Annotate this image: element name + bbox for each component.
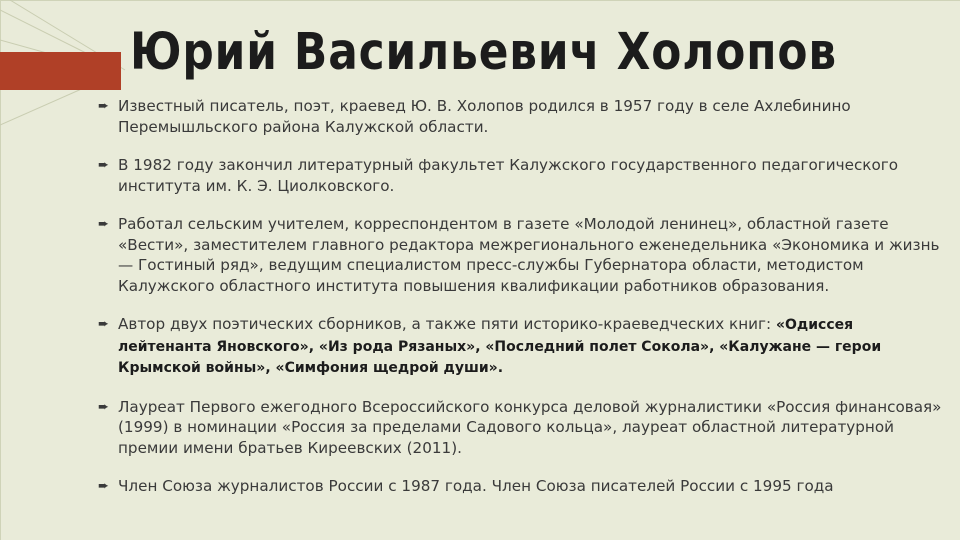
bullet-item bbox=[98, 314, 948, 379]
bullet-item bbox=[98, 155, 948, 196]
arrow-right-icon: ➨ bbox=[98, 399, 109, 415]
bullet-item bbox=[98, 214, 948, 296]
bullet-text: Лауреат Первого ежегодного Всероссийского конкурса деловой журналистики «Россия финансовая» (1999) в номинации «Россия за пределами Садового кольца», лауреат областной литературной премии имени братьев Киреевских (2011). bbox=[118, 397, 942, 457]
bullet-text: Член Союза журналистов России с 1987 года. Член Союза писателей России с 1995 года bbox=[118, 477, 834, 495]
arrow-right-icon: ➨ bbox=[98, 317, 109, 332]
slide-title: Юрий Васильевич Холопов bbox=[130, 23, 838, 82]
accent-bar bbox=[0, 52, 121, 90]
bullet-item bbox=[98, 397, 948, 459]
bullet-item bbox=[98, 96, 948, 137]
top-border bbox=[0, 0, 960, 1]
arrow-right-icon: ➨ bbox=[98, 479, 109, 494]
bullet-item bbox=[98, 476, 948, 497]
arrow-right-icon: ➨ bbox=[98, 217, 109, 232]
arrow-right-icon: ➨ bbox=[98, 99, 109, 114]
book-titles: «Одиссея лейтенанта Яновского», «Из рода Рязаных», «Последний полет Сокола», «Калужане — герои Крымской войны», «Симфония щедрой души». bbox=[118, 317, 882, 376]
bullet-list bbox=[98, 96, 948, 515]
arrow-right-icon: ➨ bbox=[98, 158, 109, 173]
bullet-text: В 1982 году закончил литературный факультет Калужского государственного педагогического института им. К. Э. Циолковского. bbox=[118, 156, 899, 195]
bullet-text: Работал сельским учителем, корреспондентом в газете «Молодой ленинец», областной газете «Вести», заместителем главного редактора межрегионального еженедельника «Экономика и жизнь — Гостиный ряд», ведущим специалистом пресс-службы Губернатора области, методистом Калужского областного института повышения квалификации работников образования. bbox=[118, 215, 940, 295]
bullet-text: Известный писатель, поэт, краевед Ю. В. Холопов родился в 1957 году в селе Ахлебинино Перемышльского района Калужской области. bbox=[118, 97, 851, 136]
bullet-text: Автор двух поэтических сборников, а также пяти историко-краеведческих книг: bbox=[118, 315, 776, 333]
